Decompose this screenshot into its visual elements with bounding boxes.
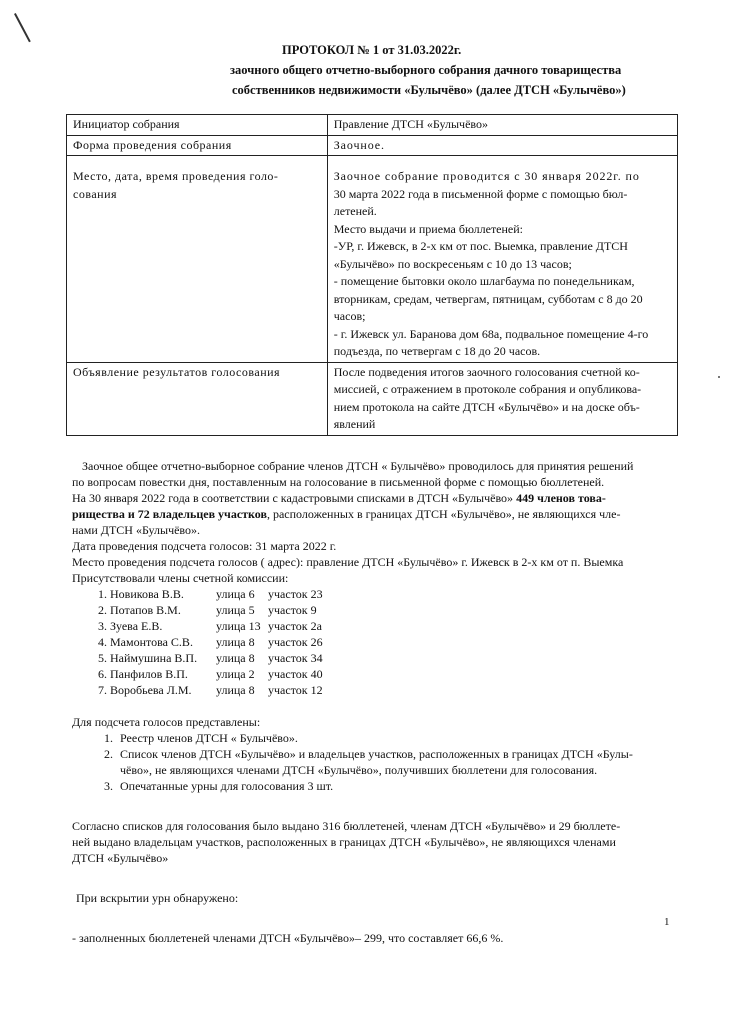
list-item: 4. Мамонтова С.В. улица 8 участок 26 bbox=[110, 634, 686, 650]
row-label: Объявление результатов голосования bbox=[67, 362, 328, 435]
title-line-1: ПРОТОКОЛ № 1 от 31.03.2022г. bbox=[282, 43, 462, 57]
row-label: Место, дата, время проведения голо- сования bbox=[67, 156, 328, 363]
intro-paragraph-line: по вопросам повестки дня, поставленным на голосование в письменной форме с помощью бюллетеней. bbox=[72, 475, 605, 489]
commission-heading: Присутствовали члены счетной комиссии: bbox=[72, 571, 289, 585]
list-item: 2. Потапов В.М. улица 5 участок 9 bbox=[110, 602, 686, 618]
list-item: 3. Опечатанные урны для голосования 3 шт. bbox=[116, 778, 686, 794]
title-line-2: заочного общего отчетно-выборного собрания дачного товарищества bbox=[230, 63, 622, 77]
intro-paragraph-line: Заочное общее отчетно-выборное собрание членов ДТСН « Булычёво» проводилось для принятия решений bbox=[82, 459, 634, 473]
table-row bbox=[67, 362, 678, 435]
cadastral-paragraph-line: нами ДТСН «Булычёво». bbox=[72, 523, 201, 537]
pen-mark bbox=[14, 13, 31, 42]
cadastral-paragraph-line: рищества и 72 владельцев участков, расположенных в границах ДТСН «Булычёво», не являющихся чле- bbox=[72, 507, 621, 521]
row-value: Правление ДТСН «Булычёво» bbox=[327, 115, 677, 136]
table-row bbox=[67, 115, 678, 136]
cadastral-paragraph: На 30 января 2022 года в соответствии с кадастровыми списками в ДТСН «Булычёво» 449 членов това- bbox=[72, 491, 606, 505]
list-item: 6. Панфилов В.П. улица 2 участок 40 bbox=[110, 666, 686, 682]
page-number: 1 bbox=[664, 916, 670, 928]
list-item: 1. Новикова В.В. улица 6 участок 23 bbox=[110, 586, 686, 602]
filled-ballots: - заполненных бюллетеней членами ДТСН «Булычёво»– 299, что составляет 66,6 %. bbox=[72, 931, 504, 945]
row-value: Заочное собрание проводится с 30 января 2022г. по 30 марта 2022 года в письменной форме с помощью бюл- летеней. Место выдачи и приема бюллетеней: -УР, г. Ижевск, в 2-х км от пос. Выемка, правление ДТСН «Булычёво» по воскресеньям с 10 до 13 часов; - помещение бытовки около шлагбаума по понедельникам, вторникам, средам, четвергам, пятницам, субботам с 8 до 20 часов; - г. Ижевск ул. Баранова дом 68а, подвальное помещение 4-го подъезда, по четвергам с 18 до 20 часов. bbox=[327, 156, 677, 363]
row-value: Заочное. bbox=[327, 135, 677, 156]
document-title bbox=[70, 40, 680, 100]
list-item: 1. Реестр членов ДТСН « Булычёво». bbox=[116, 730, 686, 746]
urns-heading: При вскрытии урн обнаружено: bbox=[76, 891, 239, 905]
row-label: Инициатор собрания bbox=[67, 115, 328, 136]
docs-list bbox=[76, 730, 686, 794]
count-date: Дата проведения подсчета голосов: 31 марта 2022 г. bbox=[72, 539, 337, 553]
list-item: 5. Наймушина В.П. улица 8 участок 34 bbox=[110, 650, 686, 666]
table-row bbox=[67, 135, 678, 156]
commission-members-list bbox=[76, 586, 686, 698]
list-item: 3. Зуева Е.В. улица 13 участок 2а bbox=[110, 618, 686, 634]
issued-paragraph-line: Согласно списков для голосования было выдано 316 бюллетеней, членам ДТСН «Булычёво» и 29 бюллете- bbox=[72, 819, 621, 833]
issued-paragraph-line: ДТСН «Булычёво» bbox=[72, 851, 169, 865]
list-item: 7. Воробьева Л.М. улица 8 участок 12 bbox=[110, 682, 686, 698]
row-value: После подведения итогов заочного голосования счетной ко- миссией, с отражением в протоколе собрания и опубликова- нием протокола на сайте ДТСН «Булычёво» и на доске объ- явлений bbox=[327, 362, 677, 435]
scan-speck bbox=[718, 376, 720, 378]
docs-heading: Для подсчета голосов представлены: bbox=[72, 715, 261, 729]
row-label: Форма проведения собрания bbox=[67, 135, 328, 156]
meeting-info-table bbox=[66, 114, 678, 436]
table-row bbox=[67, 156, 678, 363]
list-item: 2. Список членов ДТСН «Булычёво» и владельцев участков, расположенных в границах ДТСН «Булы- чёво», не являющихся членами ДТСН «Булычёво», получивших бюллетени для голосования. bbox=[116, 746, 686, 778]
issued-paragraph-line: ней выдано владельцам участков, расположенных в границах ДТСН «Булычёво», не являющихся членами bbox=[72, 835, 616, 849]
document-body bbox=[72, 458, 686, 946]
count-place: Место проведения подсчета голосов ( адрес): правление ДТСН «Булычёво» г. Ижевск в 2-х км от п. Выемка bbox=[72, 555, 624, 569]
title-line-3: собственников недвижимости «Булычёво» (далее ДТСН «Булычёво») bbox=[232, 83, 626, 97]
